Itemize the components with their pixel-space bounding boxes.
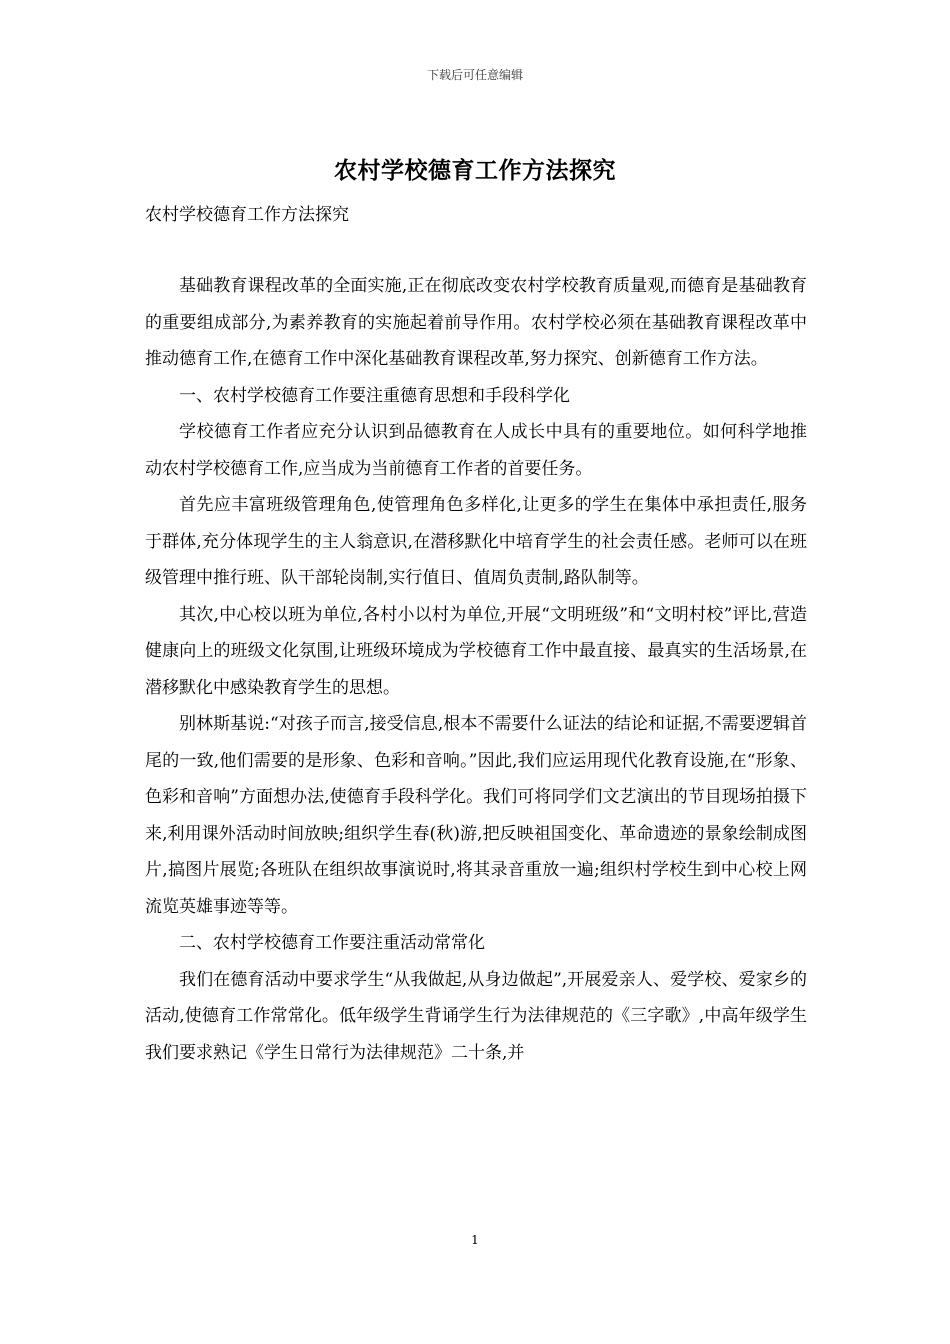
paragraph: 首先应丰富班级管理角色,使管理角色多样化,让更多的学生在集体中承担责任,服务于群体,充分体现学生的主人翁意识,在潜移默化中培育学生的社会责任感。老师可以在班级管理中推行班、队干部轮岗制,实行值日、值周负责制,路队制等。 — [145, 495, 807, 588]
paragraph-intro: 基础教育课程改革的全面实施,正在彻底改变农村学校教育质量观,而德育是基础教育的重要组成部分,为素养教育的实施起着前导作用。农村学校必须在基础教育课程改革中推动德育工作,在德育工作中深化基础教育课程改革,努力探究、创新德育工作方法。 — [145, 276, 807, 369]
paragraph: 别林斯基说:“对孩子而言,接受信息,根本不需要什么证法的结论和证据,不需要逻辑首尾的一致,他们需要的是形象、色彩和音响。”因此,我们应运用现代化教育设施,在“形象、色彩和音响”方面想办法,使德育手段科学化。我们可将同学们文艺演出的节目现场拍摄下来,利用课外活动时间放映;组织学生春(秋)游,把反映祖国变化、革命遗迹的景象绘制成图片,搞图片展览;各班队在组织故事演说时,将其录音重放一遍;组织村学校生到中心校上网流览英雄事迹等等。 — [145, 714, 807, 917]
document-body — [145, 268, 807, 1071]
header-note: 下载后可任意编辑 — [426, 68, 523, 82]
document-title: 农村学校德育工作方法探究 — [334, 157, 616, 184]
document-subtitle: 农村学校德育工作方法探究 — [145, 205, 349, 225]
paragraph: 其次,中心校以班为单位,各村小以村为单位,开展“文明班级”和“文明村校”评比,营造健康向上的班级文化氛围,让班级环境成为学校德育工作中最直接、最真实的生活场景,在潜移默化中感染教育学生的思想。 — [145, 604, 807, 698]
page-number: 1 — [471, 1233, 479, 1247]
section-heading-2: 二、农村学校德育工作要注重活动常常化 — [179, 933, 485, 953]
paragraph: 学校德育工作者应充分认识到品德教育在人成长中具有的重要地位。如何科学地推动农村学校德育工作,应当成为当前德育工作者的首要任务。 — [145, 422, 807, 479]
paragraph: 我们在德育活动中要求学生“从我做起,从身边做起”,开展爱亲人、爱学校、爱家乡的活动,使德育工作常常化。低年级学生背诵学生行为法律规范的《三字歌》,中高年级学生我们要求熟记《学生日常行为法律规范》二十条,并 — [145, 969, 807, 1063]
section-heading-1: 一、农村学校德育工作要注重德育思想和手段科学化 — [179, 385, 570, 406]
